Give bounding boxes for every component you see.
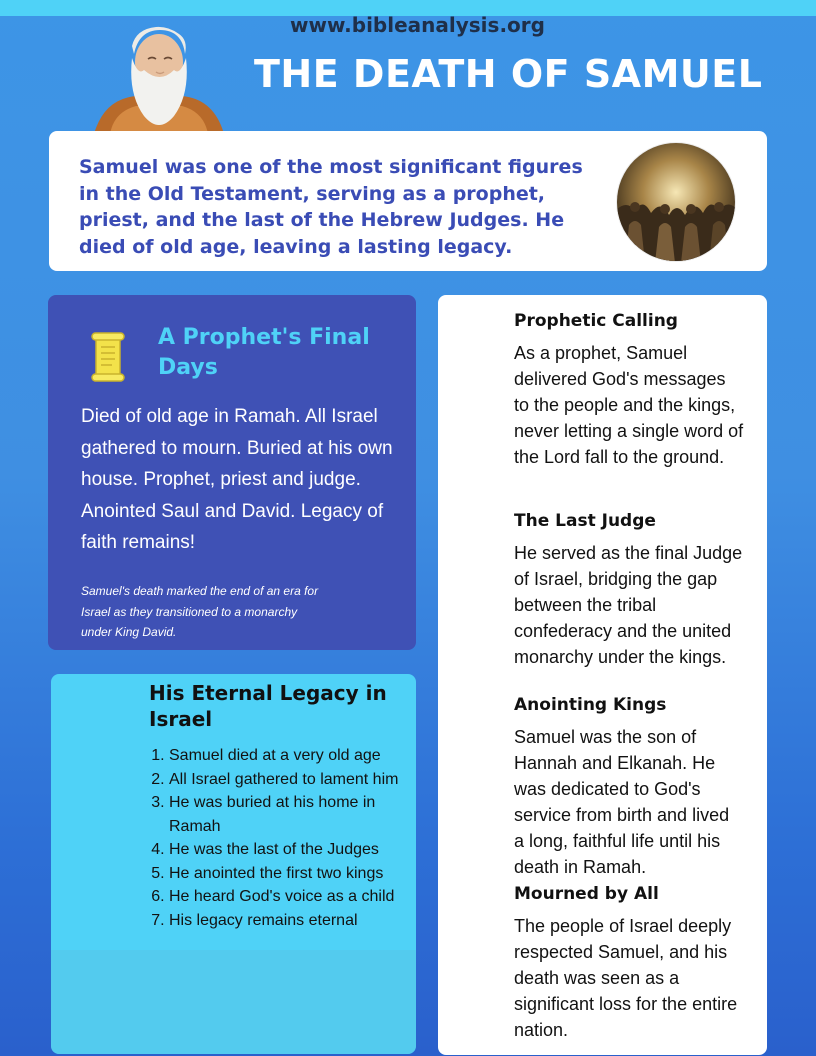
section-heading: The Last Judge <box>514 511 656 531</box>
section-heading: Prophetic Calling <box>514 311 678 331</box>
section-heading: Anointing Kings <box>514 695 667 715</box>
website-url: www.bibleanalysis.org <box>290 13 545 37</box>
scroll-icon <box>88 331 128 383</box>
section-heading: Mourned by All <box>514 884 659 904</box>
mourners-photo <box>615 141 737 263</box>
prophet-final-days-card <box>48 295 416 650</box>
legacy-card-heading: His Eternal Legacy in Israel <box>149 681 387 731</box>
list-item: 4. He was the last of the Judges <box>169 838 416 862</box>
list-item: 5. He anointed the first two kings <box>169 862 416 886</box>
list-item: 6. He heard God's voice as a child <box>169 885 416 909</box>
section-body: As a prophet, Samuel delivered God's messages to the people and the kings, never letting a single word of the Lord fall to the ground. <box>514 343 744 467</box>
list-item: 2. All Israel gathered to lament him <box>169 768 416 792</box>
section-mourned-by-all <box>514 883 744 1043</box>
legacy-list <box>149 744 416 932</box>
intro-text: Samuel was one of the most significant figures in the Old Testament, serving as a prophet, priest, and the last of the Hebrew Judges. He died of old age, leaving a lasting legacy. <box>79 156 583 258</box>
list-item: 3. He was buried at his home in Ramah <box>169 791 416 838</box>
prophet-card-heading: A Prophet's Final Days <box>158 325 370 380</box>
samuel-portrait-image <box>84 24 234 134</box>
section-anointing-kings <box>514 694 744 880</box>
page-title: THE DEATH OF SAMUEL <box>254 52 763 96</box>
eternal-legacy-card <box>51 674 416 1054</box>
prophet-card-note: Samuel's death marked the end of an era for Israel as they transitioned to a monarchy under King David. <box>81 584 319 639</box>
section-last-judge <box>514 510 744 670</box>
legacy-card-lower-band <box>51 950 416 1054</box>
list-item: 7. His legacy remains eternal <box>169 909 416 933</box>
section-body: Samuel was the son of Hannah and Elkanah. He was dedicated to God's service from birth and lived a long, faithful life until his death in Ramah. <box>514 727 730 877</box>
roles-card <box>438 295 767 1055</box>
intro-card <box>49 131 767 271</box>
section-body: He served as the final Judge of Israel, bridging the gap between the tribal confederacy and the united monarchy under the kings. <box>514 543 743 667</box>
list-item: 1. Samuel died at a very old age <box>169 744 416 768</box>
prophet-card-body: Died of old age in Ramah. All Israel gathered to mourn. Buried at his own house. Prophet, priest and judge. Anointed Saul and David. Legacy of faith remains! <box>81 406 393 553</box>
section-prophetic-calling <box>514 310 744 470</box>
section-body: The people of Israel deeply respected Samuel, and his death was seen as a significant loss for the entire nation. <box>514 916 738 1040</box>
